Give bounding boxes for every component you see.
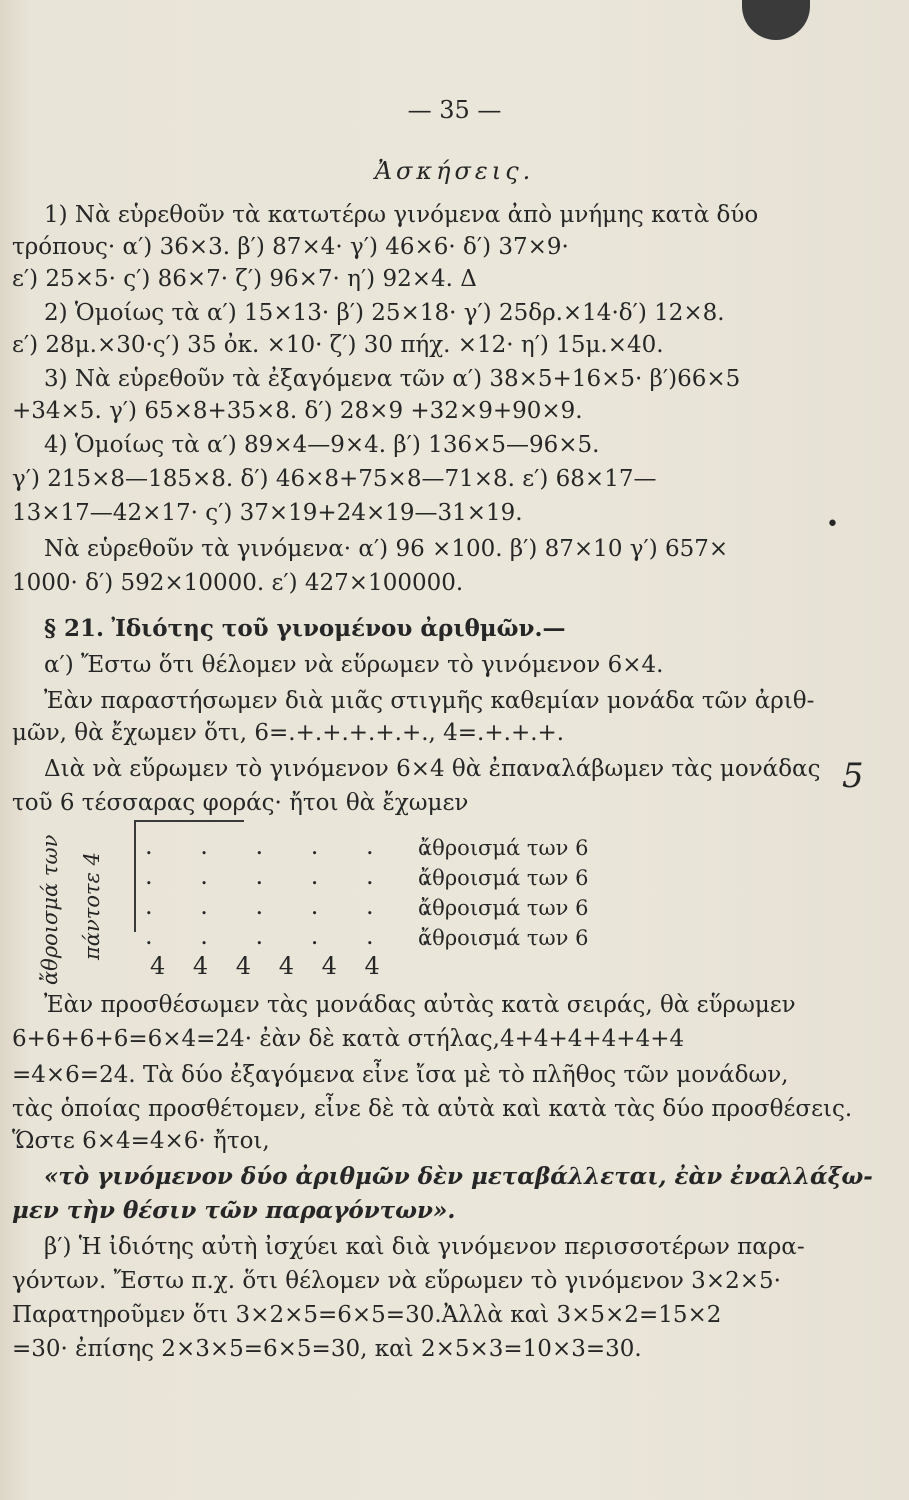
column-sums: 4 4 4 4 4 4 <box>150 952 390 980</box>
exercise-line: τρόπους· α′) 36×3. β′) 87×4· γ′) 46×6· δ′) 37×9· <box>12 234 569 260</box>
exercise-line: ε′) 25×5· ς′) 86×7· ζ′) 96×7· η′) 92×4. Δ <box>12 266 477 292</box>
exercise-line: +34×5. γ′) 65×8+35×8. δ′) 28×9 +32×9+90×9. <box>12 398 583 424</box>
ink-blot <box>742 0 810 40</box>
body-line: =4×6=24. Τὰ δύο ἐξαγόμενα εἶνε ἴσα μὲ τὸ πλῆθος τῶν μονάδων, <box>12 1062 789 1088</box>
row-sum-label: ἄθροισμά των 6 <box>418 896 589 920</box>
body-line: α′) Ἔστω ὅτι θέλομεν νὰ εὕρωμεν τὸ γινόμενον 6×4. <box>44 652 664 678</box>
body-line: Ὥστε 6×4=4×6· ἤτοι, <box>12 1128 270 1154</box>
section-title: Ἰδιότης τοῦ γινομένου ἀριθμῶν.— <box>111 615 566 642</box>
exercises-heading: Ἀσκήσεις. <box>374 157 535 185</box>
body-line: Ἐὰν παραστήσωμεν διὰ μιᾶς στιγμῆς καθεμίαν μονάδα τῶν ἀριθ- <box>44 688 815 714</box>
section-number: § 21. <box>44 615 105 642</box>
margin-dot: • <box>826 512 839 537</box>
margin-mark: 5 <box>842 756 864 796</box>
dot-row: . . . . . . <box>145 832 449 860</box>
body-line: γόντων. Ἔστω π.χ. ὅτι θέλομεν νὰ εὕρωμεν τὸ γινόμενον 3×2×5· <box>12 1268 781 1294</box>
page-number: — 35 — <box>407 96 502 124</box>
rule-line: «τὸ γινόμενον δύο ἀριθμῶν δὲν μεταβάλλεται, ἐὰν ἐναλλάξω- <box>44 1163 873 1190</box>
body-line: τοῦ 6 τέσσαρας φοράς· ἤτοι θὰ ἔχωμεν <box>12 790 469 816</box>
exercise-line: 1) Νὰ εὑρεθοῦν τὰ κατωτέρω γινόμενα ἀπὸ μνήμης κατὰ δύο <box>44 202 759 228</box>
diagram-rule <box>134 820 244 822</box>
exercise-line: Νὰ εὑρεθοῦν τὰ γινόμενα· α′) 96 ×100. β′) 87×10 γ′) 657× <box>44 536 729 562</box>
vertical-label: πάντοτε 4 <box>80 852 104 960</box>
vertical-label: ἄθροισμά των <box>38 834 62 985</box>
exercise-line: γ′) 215×8—185×8. δ′) 46×8+75×8—71×8. ε′) 68×17— <box>12 466 657 492</box>
exercise-line: ε′) 28μ.×30·ς′) 35 ὀκ. ×10· ζ′) 30 πήχ. ×12· η′) 15μ.×40. <box>12 332 664 358</box>
row-sum-label: ἄθροισμά των 6 <box>418 836 589 860</box>
row-sum-label: ἄθροισμά των 6 <box>418 866 589 890</box>
exercise-line: 2) Ὁμοίως τὰ α′) 15×13· β′) 25×18· γ′) 25δρ.×14·δ′) 12×8. <box>44 300 725 326</box>
exercise-line: 1000· δ′) 592×10000. ε′) 427×100000. <box>12 570 464 596</box>
exercise-line: 4) Ὁμοίως τὰ α′) 89×4—9×4. β′) 136×5—96×5. <box>44 432 600 458</box>
diagram-bracket <box>134 820 136 932</box>
body-line: 6+6+6+6=6×4=24· ἐὰν δὲ κατὰ στήλας,4+4+4+4+4+4 <box>12 1026 685 1052</box>
dot-row: . . . . . . <box>145 892 449 920</box>
exercise-line: 3) Νὰ εὑρεθοῦν τὰ ἐξαγόμενα τῶν α′) 38×5+16×5· β′)66×5 <box>44 366 741 392</box>
dot-row: . . . . . . <box>145 862 449 890</box>
row-sum-label: ἄθροισμά των 6 <box>418 926 589 950</box>
body-line: =30· ἐπίσης 2×3×5=6×5=30, καὶ 2×5×3=10×3=30. <box>12 1336 642 1362</box>
body-line: μῶν, θὰ ἔχωμεν ὅτι, 6=.+.+.+.+.+., 4=.+.+.+. <box>12 720 565 746</box>
body-line: Ἐὰν προσθέσωμεν τὰς μονάδας αὐτὰς κατὰ σειράς, θὰ εὕρωμεν <box>44 992 796 1018</box>
rule-line: μεν τὴν θέσιν τῶν παραγόντων». <box>12 1197 456 1224</box>
exercise-line: 13×17—42×17· ς′) 37×19+24×19—31×19. <box>12 500 523 526</box>
dot-row: . . . . . . <box>145 922 449 950</box>
body-line: Παρατηροῦμεν ὅτι 3×2×5=6×5=30.Ἀλλὰ καὶ 3×5×2=15×2 <box>12 1302 722 1328</box>
body-line: β′) Ἡ ἰδιότης αὐτὴ ἰσχύει καὶ διὰ γινόμενον περισσοτέρων παρα- <box>44 1234 805 1260</box>
body-line: τὰς ὁποίας προσθέτομεν, εἶνε δὲ τὰ αὐτὰ καὶ κατὰ τὰς δύο προσθέσεις. <box>12 1096 853 1122</box>
body-line: Διὰ νὰ εὕρωμεν τὸ γινόμενον 6×4 θὰ ἐπαναλάβωμεν τὰς μονάδας <box>44 756 821 782</box>
section-heading <box>44 614 566 644</box>
